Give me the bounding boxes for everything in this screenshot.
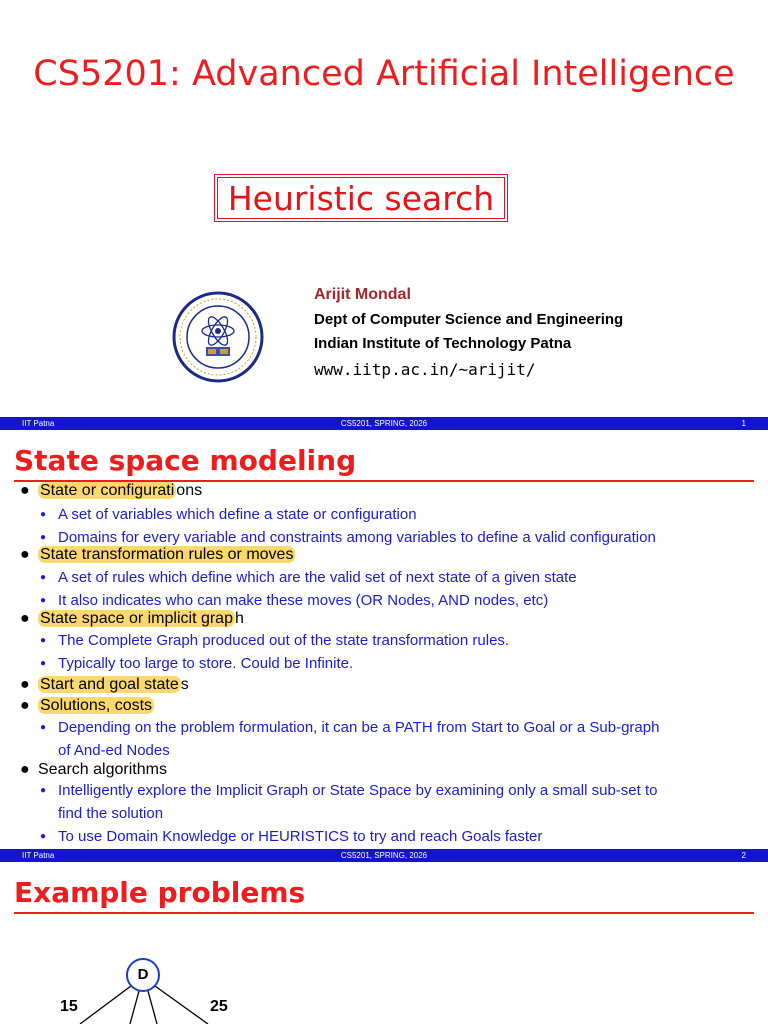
list-item: ● Domains for every variable and constraints among variables to define a valid configuration: [40, 529, 656, 546]
footer-page-number: 2: [741, 851, 746, 860]
list-item: ● It also indicates who can make these moves (OR Nodes, AND nodes, etc): [40, 592, 549, 609]
footer-bar-2: [0, 849, 768, 862]
list-item: ● Search algorithms: [20, 761, 167, 778]
author-url[interactable]: www.iitp.ac.in/~arijit/: [314, 360, 536, 379]
edge-weight-left: 15: [60, 998, 78, 1015]
list-item: ● Intelligently explore the Implicit Graph or State Space by examining only a small sub-set to: [40, 782, 658, 799]
footer-course: CS5201, SPRING, 2026: [340, 851, 428, 860]
list-item: ● Typically too large to store. Could be Infinite.: [40, 655, 354, 672]
author-name: Arijit Mondal: [314, 286, 411, 303]
subtitle-box: [214, 174, 508, 222]
department: Dept of Computer Science and Engineering: [314, 311, 624, 328]
list-item: ● A set of variables which define a state or configuration: [40, 506, 417, 523]
title-slide: [0, 0, 768, 416]
list-item: ● Solutions, costs: [20, 697, 153, 714]
state-space-slide: [0, 430, 768, 848]
institute: Indian Institute of Technology Patna: [314, 335, 572, 352]
footer-page-number: 1: [741, 419, 746, 428]
list-item: ● To use Domain Knowledge or HEURISTICS to try and reach Goals faster: [40, 828, 543, 845]
graph-edges: [0, 862, 768, 1024]
course-title: CS5201: Advanced Artificial Intelligence: [33, 54, 735, 94]
iit-patna-seal-icon: [172, 291, 264, 383]
list-item-continuation: find the solution: [58, 805, 164, 822]
list-item: ● State space or implicit grap h: [20, 610, 244, 627]
slide-title: State space modeling: [14, 444, 357, 477]
footer-course: CS5201, SPRING, 2026: [340, 419, 428, 428]
list-item: ● The Complete Graph produced out of the state transformation rules.: [40, 632, 510, 649]
list-item: ● State or configurati ons: [20, 482, 203, 499]
edge-weight-right: 25: [210, 998, 228, 1015]
list-item: ● State transformation rules or moves: [20, 546, 294, 563]
list-item: ● A set of rules which define which are the valid set of next state of a given state: [40, 569, 577, 586]
list-item-continuation: of And-ed Nodes: [58, 742, 170, 759]
footer-bar-1: [0, 417, 768, 430]
example-problems-slide: [0, 862, 768, 1024]
lecture-subtitle: Heuristic search: [217, 177, 505, 219]
list-item: ● Depending on the problem formulation, it can be a PATH from Start to Goal or a Sub-graph: [40, 719, 660, 736]
graph-node-d: D: [126, 958, 160, 992]
slide-title: Example problems: [14, 876, 306, 909]
footer-institute: IIT Patna: [22, 419, 55, 428]
list-item: ● Start and goal state s: [20, 676, 189, 693]
footer-institute: IIT Patna: [22, 851, 55, 860]
